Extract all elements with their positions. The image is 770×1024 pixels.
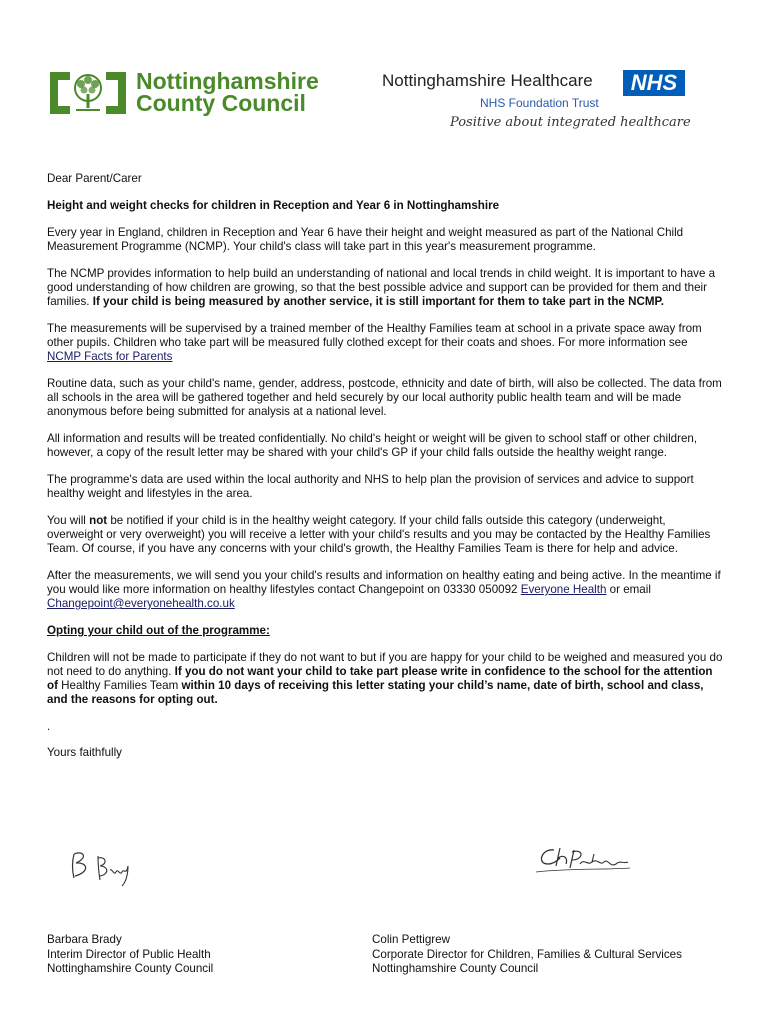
ncmp-facts-link[interactable]: NCMP Facts for Parents bbox=[47, 350, 173, 363]
paragraph-intro: Every year in England, children in Reception and Year 6 have their height and weight measured as part of the National Child Measurement Programme (NCMP). Your child's class will take part in this year's measurement programme. bbox=[47, 226, 684, 253]
paragraph-text: You will bbox=[47, 514, 90, 527]
signature-pettigrew bbox=[532, 838, 632, 886]
paragraph-results-contact bbox=[47, 569, 724, 611]
signatory-name: Barbara Brady bbox=[47, 933, 122, 946]
paragraph-confidentiality: All information and results will be treated confidentially. No child's height or weight will be given to school staff or other children, however, a copy of the result letter may be shared with your child's GP if your child falls outside the healthy weight range. bbox=[47, 432, 698, 459]
trust-subtitle: NHS Foundation Trust bbox=[480, 96, 599, 110]
signature-brady bbox=[62, 846, 142, 894]
nhs-badge: NHS bbox=[623, 70, 685, 96]
nhs-trust-logo bbox=[382, 66, 692, 136]
signatory-org: Nottinghamshire County Council bbox=[47, 962, 214, 975]
paragraph-routine-data: Routine data, such as your child's name, gender, address, postcode, ethnicity and date of birth, will also be collected. The data from all schools in the area will be gathered together and held securely by our local authority public health team and will be made anonymous before being submitted for analysis at a national level. bbox=[47, 377, 722, 418]
letter-header bbox=[0, 0, 770, 150]
salutation: Dear Parent/Carer bbox=[47, 172, 142, 185]
paragraph-ncmp-purpose bbox=[47, 267, 724, 309]
council-name bbox=[136, 70, 319, 114]
paragraph-text: The measurements will be supervised by a trained member of the Healthy Families team at school in a private space away from other pupils. Children who take part will be measured fully clothed except for their coats and shoes. For more information see bbox=[47, 322, 702, 349]
paragraph-text: The NCMP provides information to help build an understanding of national and local trends in child weight. It is important to have a good understanding of how children are growing, so that the best possible advice and support can be provided for them and their families. bbox=[47, 267, 716, 308]
paragraph-optout bbox=[47, 651, 724, 707]
council-tree-emblem-icon bbox=[46, 68, 130, 118]
handwritten-signature-icon bbox=[532, 838, 632, 882]
paragraph-emphasis: within 10 days of receiving this letter stating your child’s name, date of birth, school and class, and the reasons for opting out. bbox=[47, 679, 704, 706]
handwritten-signature-icon bbox=[62, 846, 142, 890]
letter-subject: Height and weight checks for children in Reception and Year 6 in Nottinghamshire bbox=[47, 199, 500, 212]
signatory-name: Colin Pettigrew bbox=[372, 933, 450, 946]
paragraph-text: or email bbox=[606, 583, 651, 596]
paragraph-emphasis: If you do not want your child to take part please write in confidence to the school for the attention of bbox=[47, 665, 713, 692]
signatory-org: Nottinghamshire County Council bbox=[372, 962, 539, 975]
trust-tagline: Positive about integrated healthcare bbox=[450, 115, 691, 130]
council-name-line1: Nottinghamshire bbox=[136, 68, 319, 94]
paragraph-text: After the measurements, we will send you your child's results and information on healthy eating and being active. In the meantime if you would like more information on healthy lifestyles contact Changepoint on 03330 050092 bbox=[47, 569, 721, 596]
changepoint-email-link[interactable]: Changepoint@everyonehealth.co.uk bbox=[47, 597, 235, 610]
optout-heading: Opting your child out of the programme: bbox=[47, 624, 270, 637]
paragraph-notification bbox=[47, 514, 724, 556]
paragraph-text: Children will not be made to participate if they do not want to but if you are happy for your child to be weighed and measured you do not need to do anything. bbox=[47, 651, 723, 678]
signatory-title: Corporate Director for Children, Families & Cultural Services bbox=[372, 947, 682, 961]
council-name-line2: County Council bbox=[136, 90, 306, 116]
trust-name: Nottinghamshire Healthcare bbox=[382, 71, 593, 90]
paragraph-emphasis: If your child is being measured by another service, it is still important for them to take part in the NCMP. bbox=[92, 295, 664, 308]
signatory-left bbox=[47, 933, 213, 977]
everyone-health-link[interactable]: Everyone Health bbox=[520, 583, 607, 596]
stray-dot: . bbox=[47, 720, 51, 733]
paragraph-emphasis: not bbox=[89, 514, 108, 527]
council-logo bbox=[46, 66, 376, 126]
paragraph-text: Healthy Families Team bbox=[61, 679, 179, 692]
paragraph-data-use: The programme's data are used within the local authority and NHS to help plan the provision of services and advice to support healthy weight and lifestyles in the area. bbox=[47, 473, 694, 500]
letter-body bbox=[47, 172, 724, 773]
signatory-right bbox=[372, 933, 682, 977]
signatory-title: Interim Director of Public Health bbox=[47, 947, 211, 961]
paragraph-measurement-process bbox=[47, 322, 724, 364]
closing: Yours faithfully bbox=[47, 746, 122, 759]
paragraph-text: be notified if your child is in the healthy weight category. If your child falls outside this category (underweight, overweight or very overweight) you will receive a letter with your child's results and you may be contacted by the Healthy Families Team. Of course, if you have any concerns with your child's growth, the Healthy Families Team is there for help and advice. bbox=[47, 514, 711, 555]
